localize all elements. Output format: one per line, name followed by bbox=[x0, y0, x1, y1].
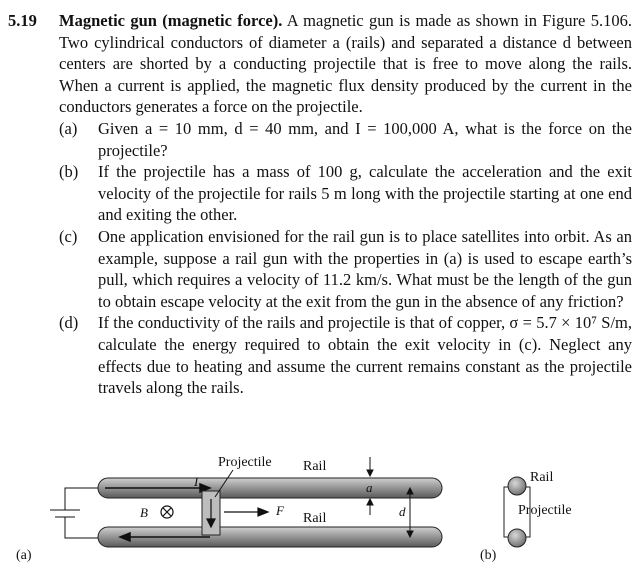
top-rail-label: Rail bbox=[303, 459, 327, 474]
bottom-rail-label: Rail bbox=[303, 511, 327, 526]
part-text: If the projectile has a mass of 100 g, calculate the acceleration and the exit velocity of the projectile for rails 5 m long with the projectile starting at one end and exiting the other. bbox=[98, 162, 632, 225]
part-text: Given a = 10 mm, d = 40 mm, and I = 100,000 A, what is the force on the projectile? bbox=[98, 118, 632, 160]
part-text: If the conductivity of the rails and projectile is that of copper, σ = 5.7 × 10⁷ S/m, calculate the energy required to obtain the exit velocity in (c). Neglect any effects due to heating and assume the current remains constant as the projectile travels along the rails. bbox=[98, 313, 632, 398]
projectile-label: Projectile bbox=[218, 455, 272, 470]
cross-section-top-rail bbox=[508, 477, 526, 495]
part-label: (d) bbox=[59, 313, 79, 333]
force-label: F bbox=[276, 503, 284, 518]
part-text: One application envisioned for the rail gun is to place satellites into orbit. As an example, suppose a rail gun with the properties in (a) is used to escape earth’s pull, which requires a velocity of 11.2 km/s. What must be the length of the gun to obtain escape velocity at the exit from the gun in the absence of any friction? bbox=[98, 226, 632, 311]
problem-number: 5.19 bbox=[8, 11, 37, 30]
cross-section-projectile-label: Projectile bbox=[518, 503, 572, 518]
supply-wires bbox=[50, 488, 100, 538]
figure-5-106 bbox=[0, 445, 644, 581]
problem-statement-text: A magnetic gun is made as shown in Figure 5.106. Two cylindrical conductors of diameter a (rails) and separated a distance d between centers are shorted by a conducting projectile that is free to move along the rails. When a current is applied, the magnetic flux density produced by the current in the conductors generates a force on the projectile. bbox=[59, 11, 632, 117]
current-label: I bbox=[194, 474, 199, 489]
part-b bbox=[59, 161, 632, 226]
cross-section-bottom-rail bbox=[508, 529, 526, 547]
force-arrow bbox=[224, 508, 268, 516]
subfigure-a-label: (a) bbox=[16, 548, 32, 563]
subfigure-b-label: (b) bbox=[480, 548, 497, 563]
part-a bbox=[59, 118, 632, 161]
problem-statement bbox=[59, 10, 632, 118]
dimension-a-label: a bbox=[366, 480, 373, 495]
dimension-d-label: d bbox=[399, 504, 406, 519]
part-label: (a) bbox=[59, 118, 78, 138]
part-d bbox=[59, 312, 632, 398]
part-label: (c) bbox=[59, 226, 78, 246]
b-field-label: B bbox=[140, 505, 148, 520]
problem-title: Magnetic gun (magnetic force). bbox=[59, 11, 283, 30]
problem-5-19 bbox=[8, 10, 632, 399]
part-label: (b) bbox=[59, 162, 79, 182]
cross-section-rail-label: Rail bbox=[530, 470, 554, 485]
part-c bbox=[59, 226, 632, 312]
b-field-into-page-icon bbox=[161, 506, 173, 518]
